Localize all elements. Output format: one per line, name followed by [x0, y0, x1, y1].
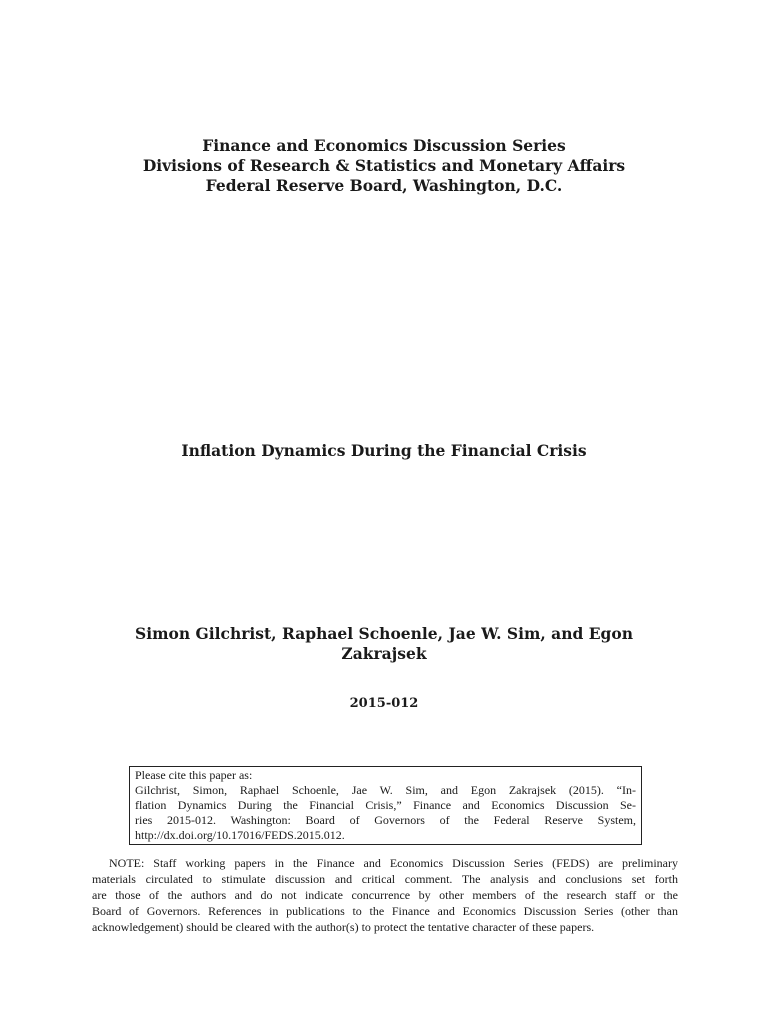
series-header	[0, 136, 768, 196]
institution-name: Federal Reserve Board, Washington, D.C.	[205, 176, 563, 195]
paper-number: 2015-012	[349, 696, 419, 711]
note-line: acknowledgement) should be cleared with the author(s) to protect the tentative character of these papers.	[92, 920, 595, 934]
note-line: are those of the authors and do not indicate concurrence by other members of the research staff or the	[92, 888, 678, 902]
division-name: Divisions of Research & Statistics and Monetary Affairs	[142, 156, 626, 175]
disclaimer-note	[92, 855, 678, 935]
citation-line: Gilchrist, Simon, Raphael Schoenle, Jae W. Sim, and Egon Zakrajsek (2015). “In-	[135, 783, 636, 797]
citation-doi-link[interactable]: http://dx.doi.org/10.17016/FEDS.2015.012.	[135, 828, 345, 842]
citation-box	[129, 766, 642, 845]
note-line: Board of Governors. References in publications to the Finance and Economics Discussion Series (other than	[92, 904, 678, 918]
note-line: NOTE: Staff working papers in the Finance and Economics Discussion Series (FEDS) are preliminary	[109, 856, 678, 870]
series-name: Finance and Economics Discussion Series	[202, 136, 566, 155]
citation-line: ries 2015-012. Washington: Board of Governors of the Federal Reserve System,	[135, 813, 636, 827]
note-line: materials circulated to stimulate discussion and critical comment. The analysis and conclusions set forth	[92, 872, 678, 886]
citation-intro: Please cite this paper as:	[135, 768, 253, 782]
paper-authors: Simon Gilchrist, Raphael Schoenle, Jae W. Sim, and Egon Zakrajsek	[135, 624, 633, 663]
paper-title: Inflation Dynamics During the Financial Crisis	[181, 441, 587, 460]
citation-line: flation Dynamics During the Financial Crisis,” Finance and Economics Discussion Se-	[135, 798, 636, 812]
